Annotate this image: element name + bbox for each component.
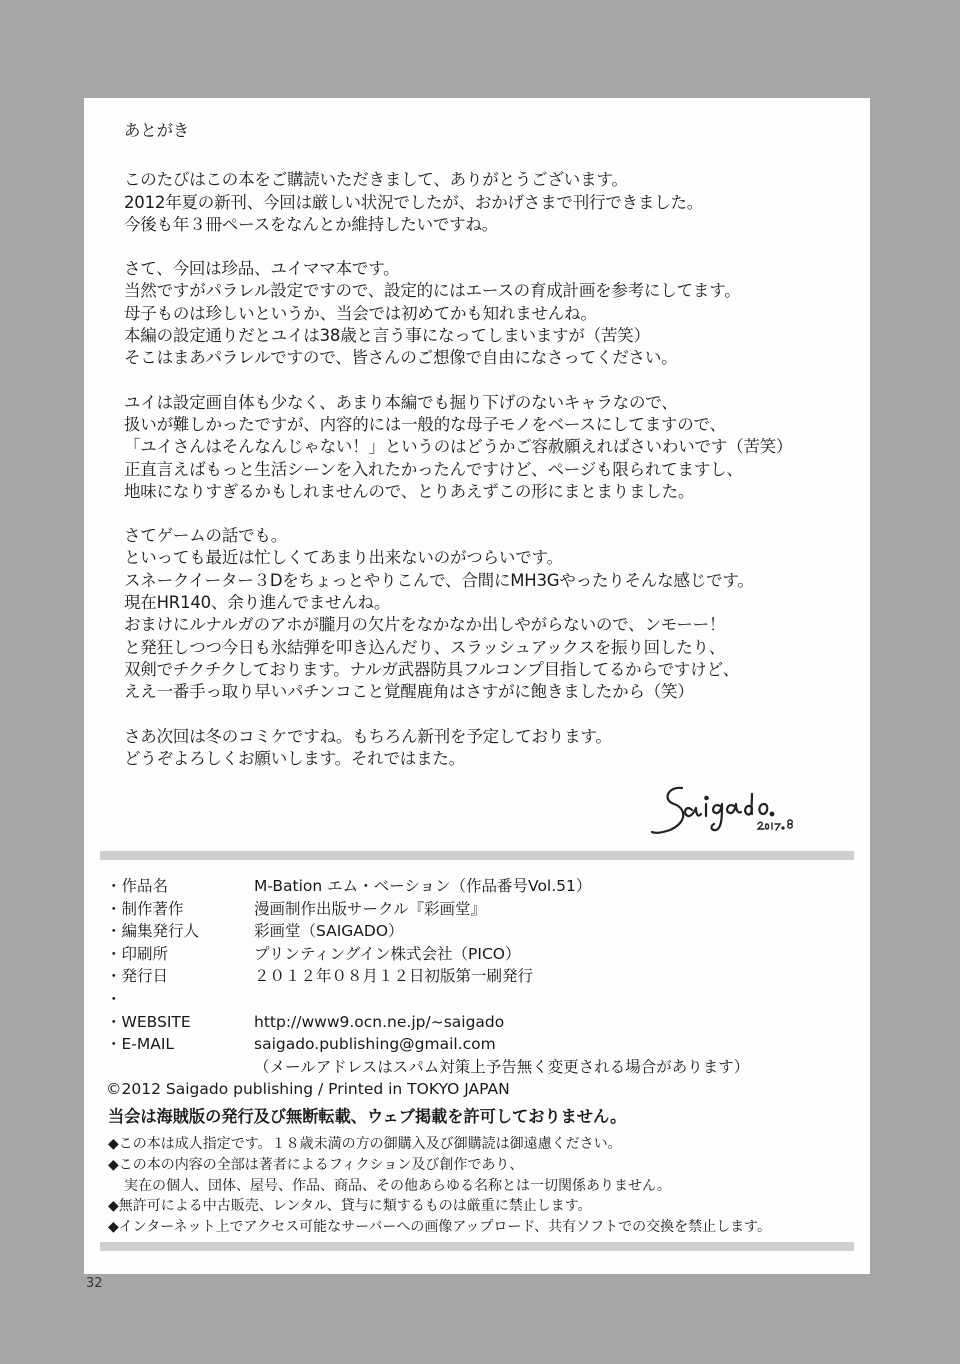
colophon-row <box>106 965 846 988</box>
colophon-row <box>106 988 846 1011</box>
colophon-row <box>106 1033 846 1056</box>
notices <box>108 1106 848 1238</box>
colophon-value: ２０１２年０８月１２日初版第一刷発行 <box>254 967 534 986</box>
colophon-key: ・WEBSITE <box>106 1012 191 1031</box>
colophon-value: プリンティングイン株式会社（PICO） <box>254 944 521 963</box>
colophon-key: ・制作著作 <box>106 899 184 918</box>
website-link[interactable]: http://www9.ocn.ne.jp/~saigado <box>254 1012 505 1031</box>
text-line: 当然ですがパラレル設定ですので、設定的にはエースの育成計画を参考にしてます。 <box>124 281 741 301</box>
colophon-value: 漫画制作出版サークル『彩画堂』 <box>254 899 487 918</box>
colophon-value: M-Bation エム・ベーション（作品番号Vol.51） <box>254 877 592 895</box>
text-line: 2012年夏の新刊、今回は厳しい状況でしたが、おかげさまで刊行できました。 <box>124 192 704 212</box>
text-line: さて、今回は珍品、ユイママ本です。 <box>124 259 400 279</box>
text-line: といっても最近は忙しくてあまり出来ないのがつらいです。 <box>124 548 563 568</box>
notice-line: ◆この本の内容の全部は著者によるフィクション及び創作であり、 <box>108 1156 524 1173</box>
colophon-row <box>106 920 846 943</box>
divider-bar <box>100 1242 854 1251</box>
colophon-key: ・発行日 <box>106 967 169 986</box>
text-line: スネークイーター３Dをちょっとやりこんで、合間にMH3Gやったりそんな感じです。 <box>124 570 754 590</box>
copyright-line: ©2012 Saigado publishing / Printed in TOKYO JAPAN <box>106 1080 510 1099</box>
colophon-key: ・E-MAIL <box>106 1035 175 1054</box>
colophon-key: ・編集発行人 <box>106 922 200 941</box>
handwritten-signature <box>648 770 808 850</box>
text-line: そこはまあパラレルですので、皆さんのご想像で自由になさってください。 <box>124 348 678 368</box>
text-line: ユイは設定画自体も少なく、あまり本編でも掘り下げのないキャラなので、 <box>124 392 678 412</box>
notice-line: ◆この本は成人指定です。１８歳未満の方の御購入及び御購読は御遠慮ください。 <box>108 1136 622 1152</box>
text-line: このたびはこの本をご購読いただきまして、ありがとうございます。 <box>124 170 628 190</box>
text-line: さてゲームの話でも。 <box>124 526 288 546</box>
text-line: 本編の設定通りだとユイは38歳と言う事になってしまいますが（苦笑） <box>124 326 650 346</box>
text-line: 現在HR140、余り進んでませんね。 <box>124 593 391 613</box>
colophon <box>106 875 846 1101</box>
afterword <box>124 120 854 792</box>
text-line: おまけにルナルガのアホが朧月の欠片をなかなか出しやがらないので、ンモーー！ <box>124 615 726 635</box>
email-note: （メールアドレスはスパム対策上予告無く変更される場合があります） <box>254 1057 750 1076</box>
colophon-row <box>106 898 846 921</box>
notice-line: ◆インターネット上でアクセス可能なサーバーへの画像アップロード、共有ソフトでの交換を禁止します。 <box>108 1219 772 1236</box>
text-line: どうぞよろしくお願いします。それではまた。 <box>124 748 465 768</box>
text-line: 正直言えばもっと生活シーンを入れたかったんですけど、ページも限られてますし、 <box>124 459 743 479</box>
colophon-key: ・作品名 <box>106 877 169 895</box>
text-line: 母子ものは珍しいというか、当会では初めてかも知れませんね。 <box>124 303 597 323</box>
text-line: さあ次回は冬のコミケですね。もちろん新刊を予定しております。 <box>124 726 612 746</box>
afterword-paragraph <box>124 169 854 236</box>
notice-line: ◆無許可による中古販売、レンタル、貸与に類するものは厳重に禁止します。 <box>108 1198 592 1215</box>
afterword-heading: あとがき <box>124 121 190 140</box>
colophon-key: ・ <box>106 989 122 1008</box>
text-line: ええ一番手っ取り早いパチンコこと覚醒鹿角はさすがに飽きましたから（笑） <box>124 682 694 702</box>
colophon-row <box>106 1011 846 1034</box>
afterword-paragraph <box>124 392 854 503</box>
text-line: 地味になりすぎるかもしれませんので、とりあえずこの形にまとまりました。 <box>124 481 695 501</box>
colophon-key: ・印刷所 <box>106 944 169 963</box>
colophon-row <box>106 943 846 966</box>
colophon-value: 彩画堂（SAIGADO） <box>254 922 404 941</box>
afterword-paragraph <box>124 258 854 369</box>
text-line: 今後も年３冊ペースをなんとか維持したいですね。 <box>124 214 499 234</box>
text-line: 「ユイさんはそんなんじゃない！」というのはどうかご容赦願えればさいわいです（苦笑） <box>124 437 793 457</box>
afterword-paragraph <box>124 525 854 703</box>
text-line: と発狂しつつ今日も氷結弾を叩き込んだり、スラッシュアックスを振り回したり、 <box>124 637 726 657</box>
text-line: 扱いが難しかったですが、内容的には一般的な母子モノをベースにしてますので、 <box>124 414 726 434</box>
colophon-row <box>106 875 846 898</box>
divider-bar <box>100 851 854 860</box>
email-link[interactable]: saigado.publishing@gmail.com <box>254 1035 496 1054</box>
afterword-paragraph <box>124 726 854 771</box>
notice-line: 実在の個人、団体、屋号、作品、商品、その他あらゆる名称とは一切関係ありません。 <box>124 1177 671 1194</box>
piracy-notice: 当会は海賊版の発行及び無断転載、ウェブ掲載を許可しておりません。 <box>108 1107 627 1126</box>
page-number: 32 <box>86 1276 103 1291</box>
text-line: 双剣でチクチクしております。ナルガ武器防具フルコンプ目指してるからですけど、 <box>124 659 740 679</box>
